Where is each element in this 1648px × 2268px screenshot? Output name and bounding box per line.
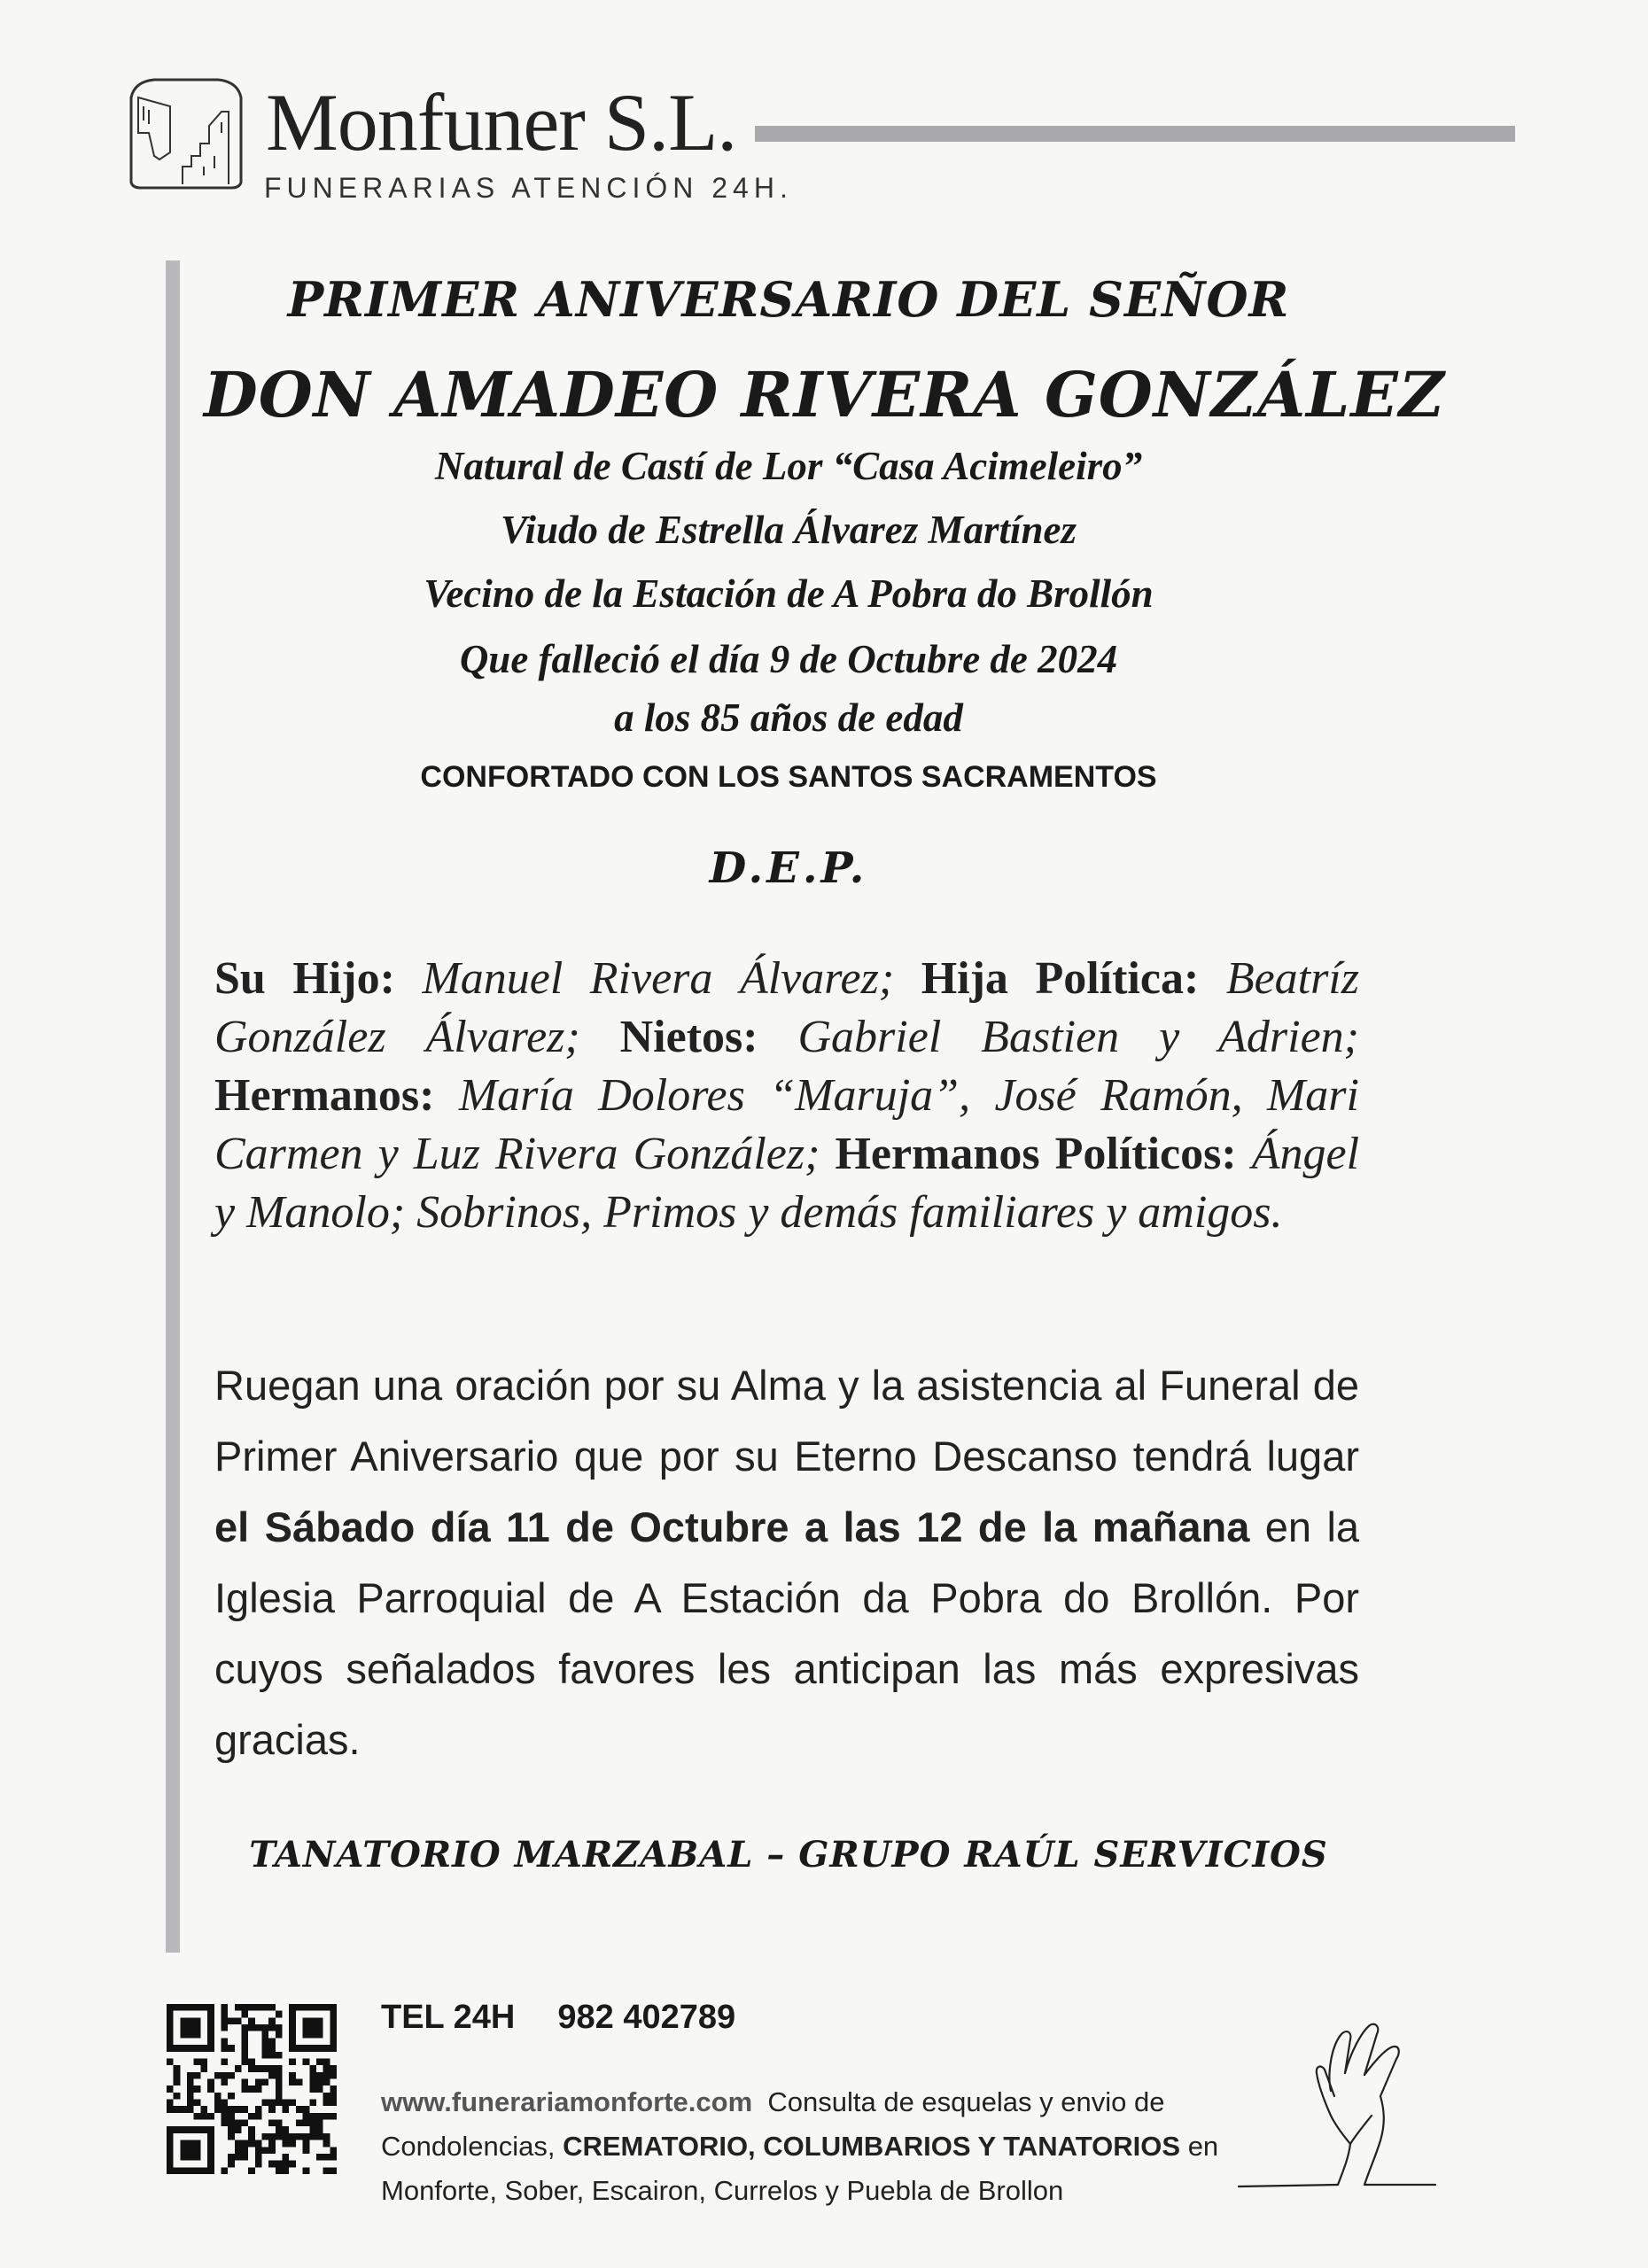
funeral-date: el Sábado día 11 de Octubre a las 12 de la mañana <box>214 1503 1250 1550</box>
footer-services: CREMATORIO, COLUMBARIOS Y TANATORIOS <box>563 2131 1181 2162</box>
hijo-value: Manuel Rivera Álvarez; <box>422 953 895 1004</box>
nietos-label: Nietos: <box>619 1012 758 1062</box>
hija-politica-value: Beatríz González Álvarez; <box>214 953 1360 1062</box>
hermanos-label: Hermanos: <box>214 1070 435 1121</box>
footer-text <box>381 2080 1338 2213</box>
praying-hands-icon <box>1232 2011 1444 2197</box>
tanatorio-line: TANATORIO MARZABAL – GRUPO RAÚL SERVICIOS <box>249 1834 1328 1876</box>
qr-code-icon[interactable] <box>167 2004 337 2174</box>
prayer-text-1: Ruegan una oración por su Alma y la asistencia al Funeral de Primer Aniversario que por su Eterno Descanso tendrá lugar <box>214 1362 1359 1480</box>
line-viudo: Viudo de Estrella Álvarez Martínez <box>500 508 1077 552</box>
hija-politica-label: Hija Política: <box>921 953 1200 1004</box>
hermanos-politicos-label: Hermanos Políticos: <box>835 1129 1237 1179</box>
prayer-text-2: en la Iglesia Parroquial de A Estación da Pobra do Brollón. Por cuyos señalados favores les anticipan las más expresivas gracias. <box>214 1503 1360 1763</box>
line-natural: Natural de Castí de Lor “Casa Acimeleiro” <box>434 444 1143 488</box>
brand-name: Monfuner S.L. <box>266 77 737 167</box>
header-divider <box>755 126 1515 142</box>
tel-number: 982 402789 <box>557 1999 736 2036</box>
hermanos-value: María Dolores “Maruja”, José Ramón, Mari Carmen y Luz Rivera González; <box>214 1070 1359 1179</box>
hijo-label: Su Hijo: <box>214 953 395 1004</box>
tel-label: TEL 24H <box>381 1999 516 2036</box>
website-link[interactable]: www.funerariamonforte.com <box>381 2086 753 2117</box>
line-vecino: Vecino de la Estación de A Pobra do Brollón <box>424 571 1154 616</box>
nietos-value: Gabriel Bastien y Adrien; <box>797 1012 1359 1062</box>
dep-line: D.E.P. <box>709 843 868 893</box>
family-paragraph <box>214 950 1359 1242</box>
line-edad: a los 85 años de edad <box>614 695 963 740</box>
left-vertical-divider <box>166 260 180 1953</box>
phone-line <box>381 1999 735 2037</box>
headline-aniversario: PRIMER ANIVERSARIO DEL SEÑOR <box>287 271 1290 328</box>
confortado-line: CONFORTADO CON LOS SANTOS SACRAMENTOS <box>420 760 1157 794</box>
line-fallecio: Que falleció el día 9 de Octubre de 2024 <box>459 637 1118 681</box>
headline-deceased-name: DON AMADEO RIVERA GONZÁLEZ <box>204 358 1445 431</box>
hermanos-politicos-value: Ángel y Manolo; Sobrinos, Primos y demás familiares y amigos. <box>214 1129 1360 1238</box>
footer-text-1: Consulta de esquelas y envio de Condolencias, <box>381 2086 1165 2162</box>
brand-tagline: FUNERARIAS ATENCIÓN 24H. <box>264 172 793 204</box>
prayer-paragraph <box>214 1350 1359 1775</box>
castle-tower-logo-icon <box>119 71 253 195</box>
footer-text-2: en Monforte, Sober, Escairon, Currelos y Puebla de Brollon <box>381 2131 1219 2206</box>
